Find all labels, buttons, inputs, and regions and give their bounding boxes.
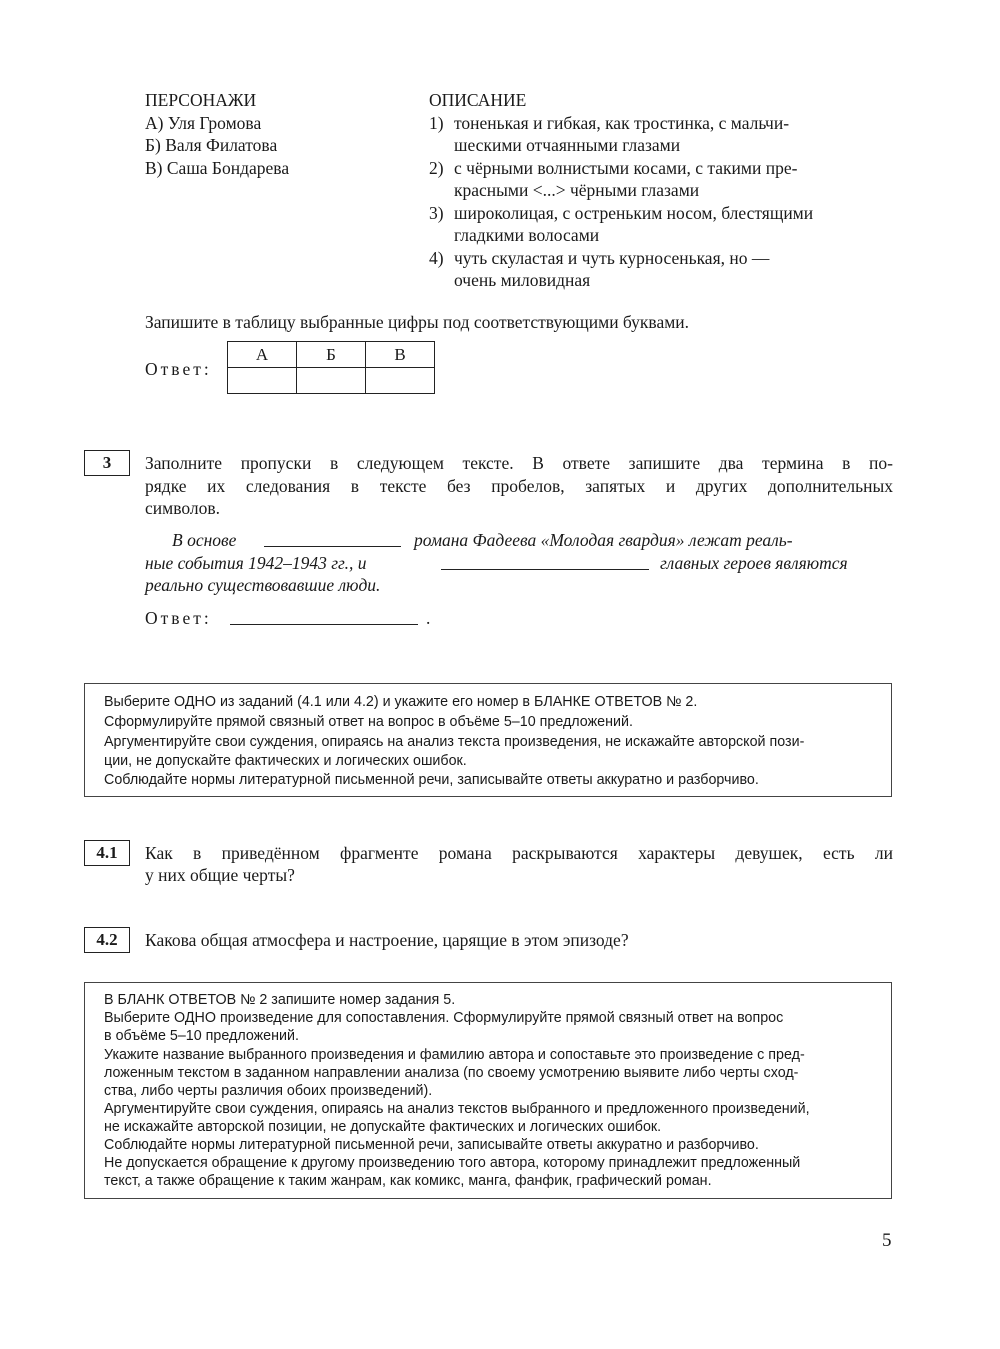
description-4-num: 4) xyxy=(429,248,444,268)
instructions-2-line8: не искажайте авторской позиции, не допускайте фактических и логических ошибок. xyxy=(104,1119,662,1135)
matching-instruction: Запишите в таблицу выбранные цифры под соответствующими буквами. xyxy=(145,312,690,332)
instructions-2-line5: ложенным текстом в заданном направлении анализа (по своему усмотрению выявите либо черты сход- xyxy=(104,1065,799,1081)
instructions-1-line1: Выберите ОДНО из заданий (4.1 или 4.2) и укажите его номер в БЛАНКЕ ОТВЕТОВ № 2. xyxy=(104,694,698,710)
task-3-answer-label: Ответ: xyxy=(145,608,212,628)
instructions-2-line2: Выберите ОДНО произведение для сопоставления. Сформулируйте прямой связный ответ на вопрос xyxy=(104,1010,784,1026)
task-3-line2: рядке их следования в тексте без пробелов, запятых и других дополнительных xyxy=(145,476,893,496)
instructions-2-line4: Укажите название выбранного произведения и фамилию автора и сопоставьте это произведение с пред- xyxy=(104,1047,805,1063)
task-4-1-line1: Как в приведённом фрагменте романа раскрываются характеры девушек, есть ли xyxy=(145,843,893,863)
description-1-line1: тоненькая и гибкая, как тростинка, с мальчи- xyxy=(454,113,790,133)
description-4-line2: очень миловидная xyxy=(454,270,591,290)
task-4-2-number: 4.2 xyxy=(84,927,130,953)
instructions-2-line1: В БЛАНК ОТВЕТОВ № 2 запишите номер задания 5. xyxy=(104,992,456,1008)
characters-header: ПЕРСОНАЖИ xyxy=(145,90,257,110)
task-4-2-line1: Какова общая атмосфера и настроение, царящие в этом эпизоде? xyxy=(145,930,629,950)
description-3-line1: широколицая, с остреньким носом, блестящими xyxy=(454,203,814,223)
instructions-2-line9: Соблюдайте нормы литературной письменной речи, записывайте ответы аккуратно и разборчиво. xyxy=(104,1137,759,1153)
instructions-1-line2: Сформулируйте прямой связный ответ на вопрос в объёме 5–10 предложений. xyxy=(104,714,633,730)
descriptions-header: ОПИСАНИЕ xyxy=(429,90,527,110)
description-3-num: 3) xyxy=(429,203,444,223)
answer-cell-a[interactable] xyxy=(228,368,297,394)
answer-header-b: Б xyxy=(297,342,366,368)
passage-line1-end: романа Фадеева «Молодая гвардия» лежат реаль- xyxy=(414,530,793,550)
instructions-box-2 xyxy=(84,982,892,1199)
description-1-line2: шескими отчаянными глазами xyxy=(454,135,681,155)
character-b: Б) Валя Филатова xyxy=(145,135,278,155)
instructions-box-1 xyxy=(84,683,892,797)
instructions-1-line3: Аргументируйте свои суждения, опираясь на анализ текста произведения, не искажайте авторской пози- xyxy=(104,734,805,750)
answer-header-a: А xyxy=(228,342,297,368)
instructions-2-line3: в объёме 5–10 предложений. xyxy=(104,1028,299,1044)
matching-answer-label: Ответ: xyxy=(145,359,212,379)
passage-line2-start: ные события 1942–1943 гг., и xyxy=(145,553,367,573)
instructions-1-line5: Соблюдайте нормы литературной письменной речи, записывайте ответы аккуратно и разборчиво. xyxy=(104,772,759,788)
character-a: А) Уля Громова xyxy=(145,113,262,133)
task-3-answer-end: . xyxy=(426,608,431,628)
passage-line1-start: В основе xyxy=(172,530,237,550)
instructions-2-line11: текст, а также обращение к таким жанрам, как комикс, манга, фанфик, графический роман. xyxy=(104,1173,712,1189)
task-3-line3: символов. xyxy=(145,498,220,518)
description-4-line1: чуть скуластая и чуть курносенькая, но — xyxy=(454,248,770,268)
task-3-answer-field[interactable] xyxy=(230,624,418,625)
passage-blank-1[interactable] xyxy=(264,546,401,547)
answer-cell-b[interactable] xyxy=(297,368,366,394)
instructions-1-line4: ции, не допускайте фактических и логических ошибок. xyxy=(104,753,467,769)
passage-line3: реально существовавшие люди. xyxy=(145,575,381,595)
task-4-1-line2: у них общие черты? xyxy=(145,865,295,885)
instructions-2-line7: Аргументируйте свои суждения, опираясь на анализ текстов выбранного и предложенного произведений, xyxy=(104,1101,810,1117)
passage-line2-end: главных героев являются xyxy=(660,553,848,573)
task-4-1-number: 4.1 xyxy=(84,840,130,866)
task-3-number: 3 xyxy=(84,450,130,476)
description-2-line1: с чёрными волнистыми косами, с такими пре- xyxy=(454,158,798,178)
description-1-num: 1) xyxy=(429,113,444,133)
answer-header-c: В xyxy=(366,342,435,368)
character-c: В) Саша Бондарева xyxy=(145,158,290,178)
instructions-2-line6: ства, либо черты различия обоих произведений). xyxy=(104,1083,433,1099)
description-2-line2: красными <...> чёрными глазами xyxy=(454,180,700,200)
matching-answer-table xyxy=(227,341,435,394)
description-2-num: 2) xyxy=(429,158,444,178)
page-number: 5 xyxy=(882,1230,892,1251)
task-3-line1: Заполните пропуски в следующем тексте. В ответе запишите два термина в по- xyxy=(145,453,893,473)
passage-blank-2[interactable] xyxy=(441,569,649,570)
instructions-2-line10: Не допускается обращение к другому произведению того автора, которому принадлежит предложенный xyxy=(104,1155,801,1171)
description-3-line2: гладкими волосами xyxy=(454,225,600,245)
answer-cell-c[interactable] xyxy=(366,368,435,394)
